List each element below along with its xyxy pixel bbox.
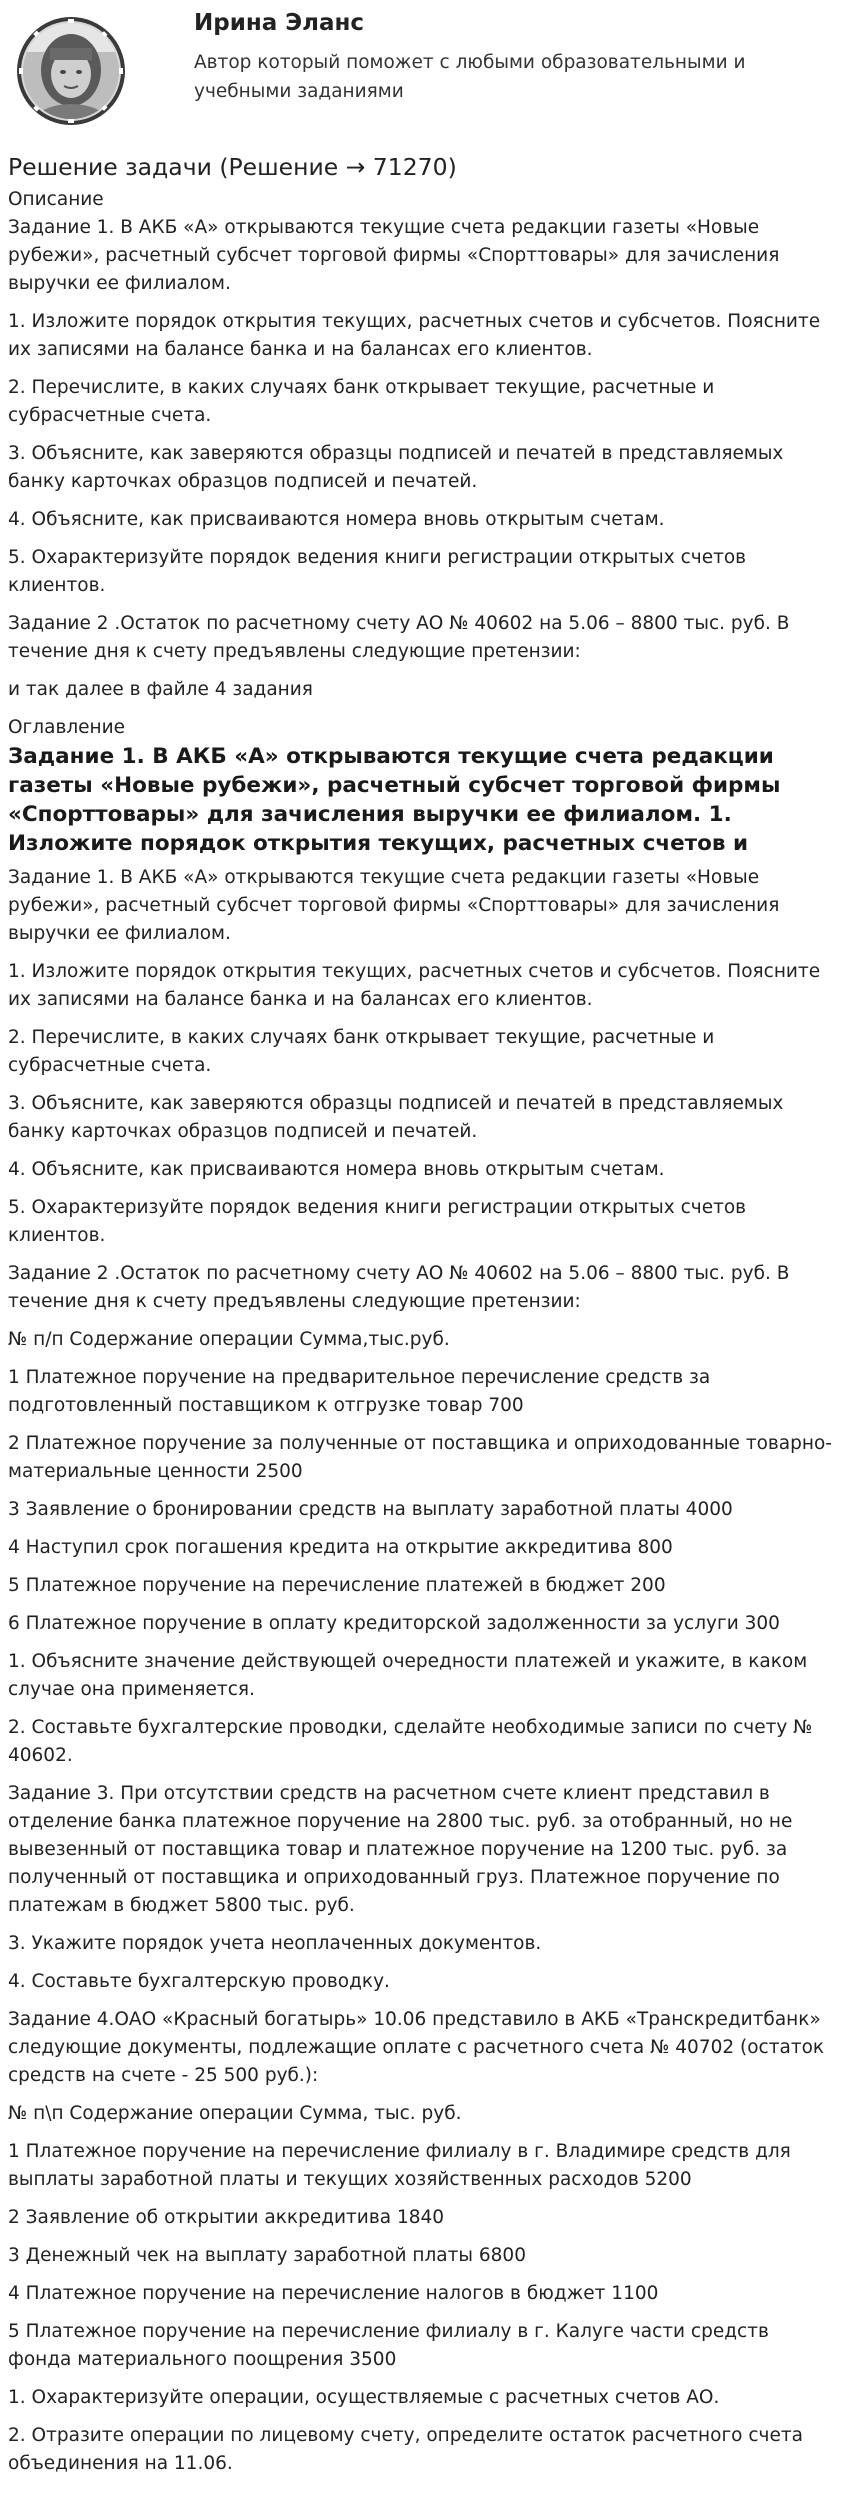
toc-paragraph: 2 Платежное поручение за полученные от поставщика и оприходованные товарно-материальные ценности 2500 [8,1433,832,1482]
description-label: Описание [8,189,104,210]
toc-paragraph: 5 Платежное поручение на перечисление филиалу в г. Калуге части средств фонда материального поощрения 3500 [8,2321,769,2370]
description-paragraph: 3. Объясните, как заверяются образцы подписей и печатей в представляемых банку карточках образцов подписей и печатей. [8,443,784,492]
author-photo-icon [16,12,126,130]
toc-paragraph: 6 Платежное поручение в оплату кредиторской задолженности за услуги 300 [8,1613,780,1634]
toc-paragraph: 3 Денежный чек на выплату заработной платы 6800 [8,2245,526,2266]
toc-paragraph: 3 Заявление о бронировании средств на выплату заработной платы 4000 [8,1499,733,1520]
description-paragraph: 4. Объясните, как присваиваются номера вновь открытым счетам. [8,509,665,530]
toc-paragraph: № п/п Содержание операции Сумма,тыс.руб. [8,1329,450,1350]
author-description: Автор который поможет с любыми образовательными и учебными заданиями [194,52,746,102]
toc-paragraph: 3. Укажите порядок учета неоплаченных документов. [8,1933,542,1954]
toc-paragraph: 1 Платежное поручение на перечисление филиалу в г. Владимире средств для выплаты заработной платы и текущих хозяйственных расходов 5200 [8,2141,791,2190]
toc-paragraph: 3. Объясните, как заверяются образцы подписей и печатей в представляемых банку карточках образцов подписей и печатей. [8,1093,784,1142]
toc-paragraph: 2. Отразите операции по лицевому счету, определите остаток расчетного счета объединения на 11.06. [8,2425,803,2474]
toc-paragraph: 2 Заявление об открытии аккредитива 1840 [8,2207,445,2228]
toc-paragraph: Задание 2 .Остаток по расчетному счету АО № 40602 на 5.06 – 8800 тыс. руб. В течение дня к счету предъявлены следующие претензии: [8,1263,790,1312]
toc-paragraph: 1. Объясните значение действующей очередности платежей и укажите, в каком случае она применяется. [8,1651,808,1700]
toc-paragraph: 4. Объясните, как присваиваются номера вновь открытым счетам. [8,1159,665,1180]
toc-paragraph: 4 Платежное поручение на перечисление налогов в бюджет 1100 [8,2283,659,2304]
toc-paragraph: 1 Платежное поручение на предварительное перечисление средств за подготовленный поставщиком к отгрузке товар 700 [8,1367,711,1416]
toc-paragraph: 4 Наступил срок погашения кредита на открытие аккредитива 800 [8,1537,673,1558]
author-card [8,0,835,150]
description-paragraph: и так далее в файле 4 задания [8,679,313,700]
toc-paragraph: 2. Составьте бухгалтерские проводки, сделайте необходимые записи по счету № 40602. [8,1717,813,1766]
toc-paragraph: 1. Охарактеризуйте операции, осуществляемые с расчетных счетов АО. [8,2387,720,2408]
toc-paragraph: Задание 3. При отсутствии средств на расчетном счете клиент представил в отделение банка платежное поручение на 2800 тыс. руб. за отобранный, но не вывезенный от поставщика товар и платежное поручение на 1200 тыс. руб. за полученный от поставщика и оприходованный груз. Платежное поручение по платежам в бюджет 5800 тыс. руб. [8,1783,793,1916]
toc-paragraph: № п\п Содержание операции Сумма, тыс. руб. [8,2103,462,2124]
toc-paragraph: 1. Изложите порядок открытия текущих, расчетных счетов и субсчетов. Поясните их записями на балансе банка и на балансах его клиентов. [8,961,821,1010]
toc-label: Оглавление [8,717,126,738]
page-title: Решение задачи (Решение → 71270) [8,153,457,181]
description-paragraph: 1. Изложите порядок открытия текущих, расчетных счетов и субсчетов. Поясните их записями на балансе банка и на балансах его клиентов. [8,311,821,360]
author-avatar[interactable] [16,12,126,130]
toc-paragraph: 5. Охарактеризуйте порядок ведения книги регистрации открытых счетов клиентов. [8,1197,747,1246]
toc-paragraph: Задание 4.ОАО «Красный богатырь» 10.06 представило в АКБ «Транскредитбанк» следующие документы, подлежащие оплате с расчетного счета № 40702 (остаток средств на счете - 25 500 руб.): [8,2009,825,2086]
toc-section [8,864,835,2478]
description-paragraph: 2. Перечислите, в каких случаях банк открывает текущие, расчетные и субрасчетные счета. [8,377,715,426]
toc-heading: Задание 1. В АКБ «А» открываются текущие счета редакции газеты «Новые рубежи», расчетный субсчет торговой фирмы «Спорттовары» для зачисления выручки ее филиалом. 1. Изложите порядок открытия текущих, расчетных счетов и [8,744,781,856]
description-paragraph: Задание 2 .Остаток по расчетному счету АО № 40602 на 5.06 – 8800 тыс. руб. В течение дня к счету предъявлены следующие претензии: [8,613,790,662]
toc-paragraph: 4. Составьте бухгалтерскую проводку. [8,1971,390,1992]
toc-paragraph: 5 Платежное поручение на перечисление платежей в бюджет 200 [8,1575,666,1596]
author-name[interactable]: Ирина Эланс [194,10,365,36]
toc-paragraph: 2. Перечислите, в каких случаях банк открывает текущие, расчетные и субрасчетные счета. [8,1027,715,1076]
toc-paragraph: Задание 1. В АКБ «А» открываются текущие счета редакции газеты «Новые рубежи», расчетный субсчет торговой фирмы «Спорттовары» для зачисления выручки ее филиалом. [8,867,780,944]
description-paragraph: Задание 1. В АКБ «А» открываются текущие счета редакции газеты «Новые рубежи», расчетный субсчет торговой фирмы «Спорттовары» для зачисления выручки ее филиалом. [8,217,780,294]
description-section [8,214,835,704]
description-paragraph: 5. Охарактеризуйте порядок ведения книги регистрации открытых счетов клиентов. [8,547,747,596]
